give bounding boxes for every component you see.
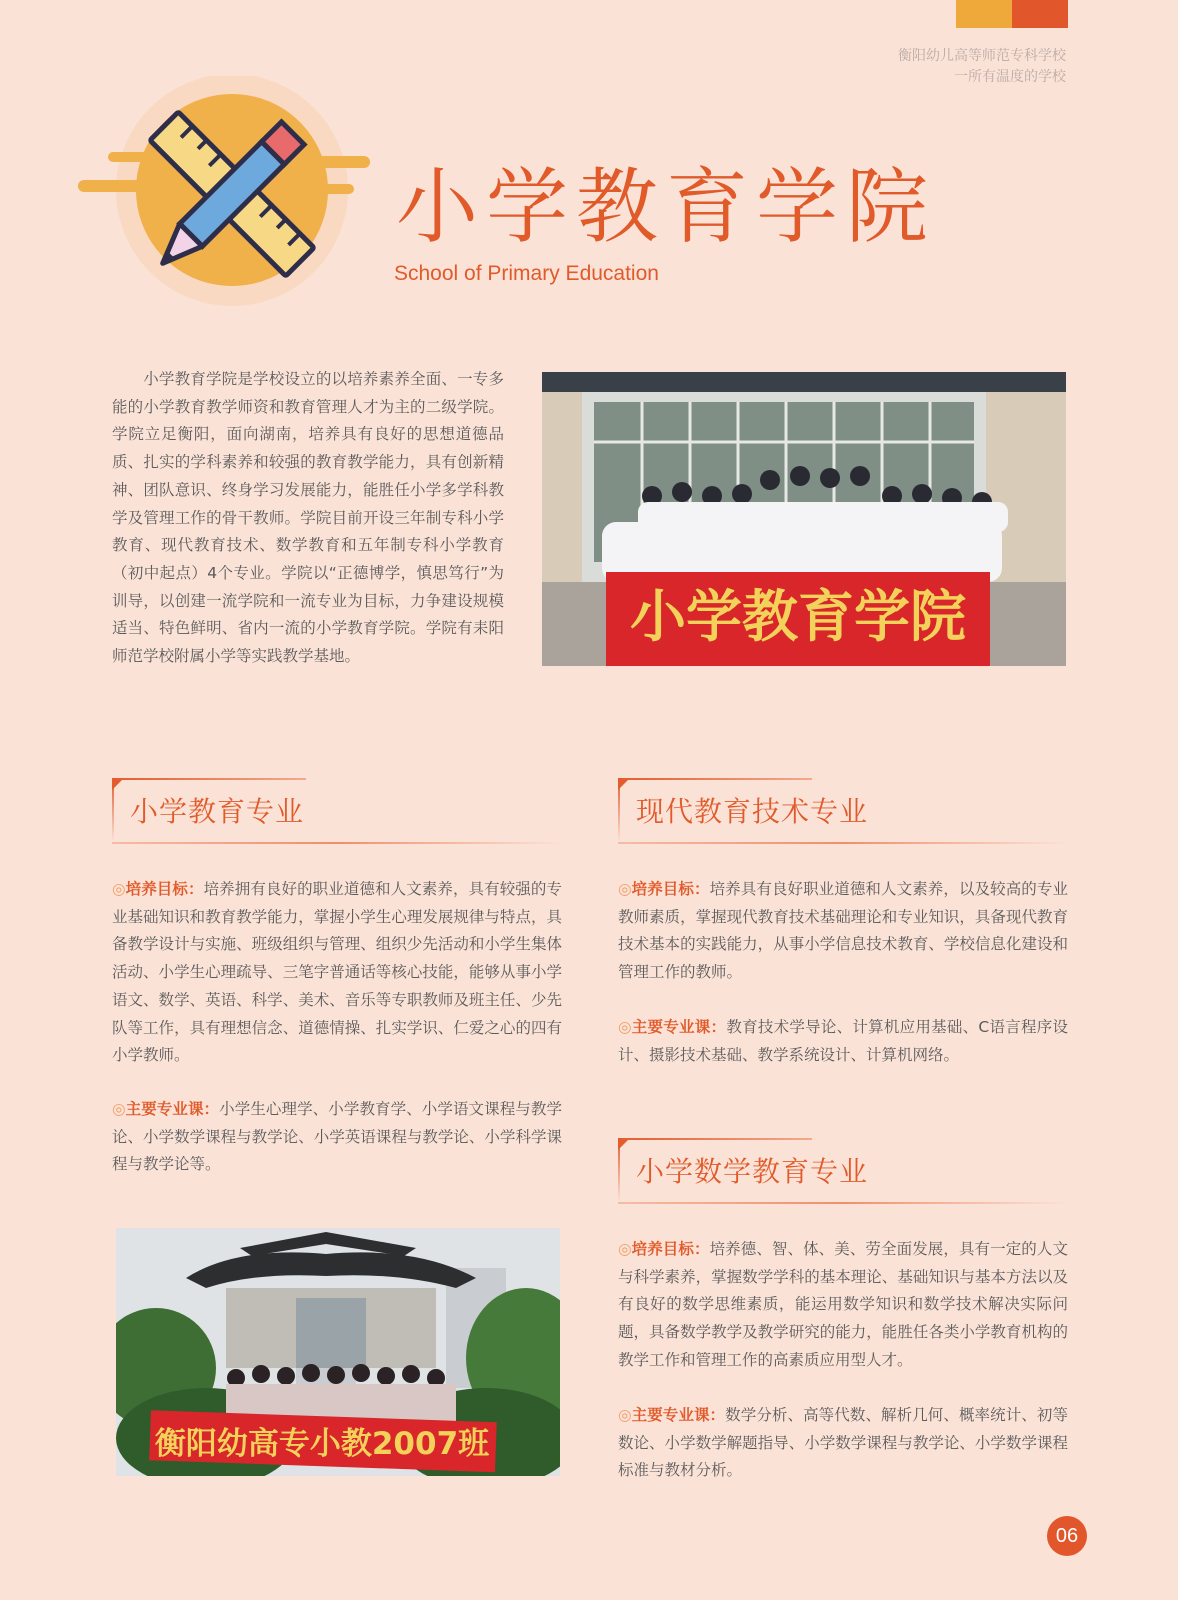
page-subtitle: School of Primary Education [394, 262, 659, 285]
math-courses: ◎主要专业课：数学分析、高等代数、解析几何、概率统计、初等数论、小学数学解题指导、小学数学课程与教学论、小学数学课程标准与教材分析。 [618, 1406, 1068, 1480]
primary-goal: ◎培养目标：培养拥有良好的职业道德和人文素养，具有较强的专业基础知识和教育教学能力，掌握小学生心理发展规律与特点，具备教学设计与实施、班级组织与管理、组织少先活动和小学生集体活动、小学生心理疏导、三笔字普通话等核心技能，能够从事小学语文、数学、英语、科学、美术、音乐等专职教师及班主任、少先队等工作，具有理想信念、道德情操、扎实学识、仁爱之心的四有小学教师。 [112, 880, 562, 1065]
section-primary-title: 小学教育专业 [130, 795, 305, 828]
section-tech-header [618, 778, 1068, 844]
intro-text: 小学教育学院是学校设立的以培养素养全面、一专多能的小学教育教学师资和教育管理人才为主的二级学院。学院立足衡阳，面向湖南，培养具有良好的思想道德品质、扎实的学科素养和较强的教育教学能力，具有创新精神、团队意识、终身学习发展能力，能胜任小学多学科教学及管理工作的骨干教师。学院目前开设三年制专科小学教育、现代教育技术、数学教育和五年制专科小学教育（初中起点）4个专业。学院以“正德博学，慎思笃行”为训导，以创建一流学院和一流专业为目标，力争建设规模适当、特色鲜明、省内一流的小学教育学院。学院有耒阳师范学校附属小学等实践教学基地。 [112, 370, 504, 666]
top-bar-red [1012, 0, 1068, 28]
section-tech-title: 现代教育技术专业 [636, 795, 869, 828]
primary-courses: ◎主要专业课：小学生心理学、小学教育学、小学语文课程与教学论、小学数学课程与教学论、小学英语课程与教学论、小学科学课程与教学论等。 [112, 1100, 562, 1174]
banner-text-1: 小学教育学院 [630, 585, 966, 650]
section-primary-header [112, 778, 562, 844]
college-group-photo [542, 372, 1066, 666]
section-math-title: 小学数学教育专业 [636, 1155, 869, 1188]
school-slogan: 一所有温度的学校 [954, 69, 1066, 85]
ruler-pencil-icon [78, 76, 378, 316]
tech-courses: ◎主要专业课：教育技术学导论、计算机应用基础、C语言程序设计、摄影技术基础、教学系统设计、计算机网络。 [618, 1018, 1068, 1064]
top-bar-yellow [956, 0, 1012, 28]
math-goal: ◎培养目标：培养德、智、体、美、劳全面发展，具有一定的人文与科学素养，掌握数学学科的基本理论、基础知识与基本方法以及有良好的数学思维素质，能运用数学知识和数学技术解决实际问题，具备数学教学及教学研究的能力，能胜任各类小学教育机构的教学工作和管理工作的高素质应用型人才。 [618, 1240, 1068, 1369]
school-name: 衡阳幼儿高等师范专科学校 [898, 48, 1066, 64]
banner-text-2: 衡阳幼高专小教2007班 [154, 1426, 490, 1462]
tech-goal: ◎培养目标：培养具有良好职业道德和人文素养，以及较高的专业教师素质，掌握现代教育技术基础理论和专业知识，具备现代教育技术基本的实践能力，从事小学信息技术教育、学校信息化建设和管理工作的教师。 [618, 880, 1068, 982]
section-math-header [618, 1138, 1068, 1204]
intro-paragraph [112, 366, 504, 671]
page-title: 小学教育学院 [396, 160, 937, 255]
school-info [898, 46, 1066, 88]
class-group-photo [116, 1228, 560, 1476]
page-number: 06 [1047, 1516, 1087, 1556]
